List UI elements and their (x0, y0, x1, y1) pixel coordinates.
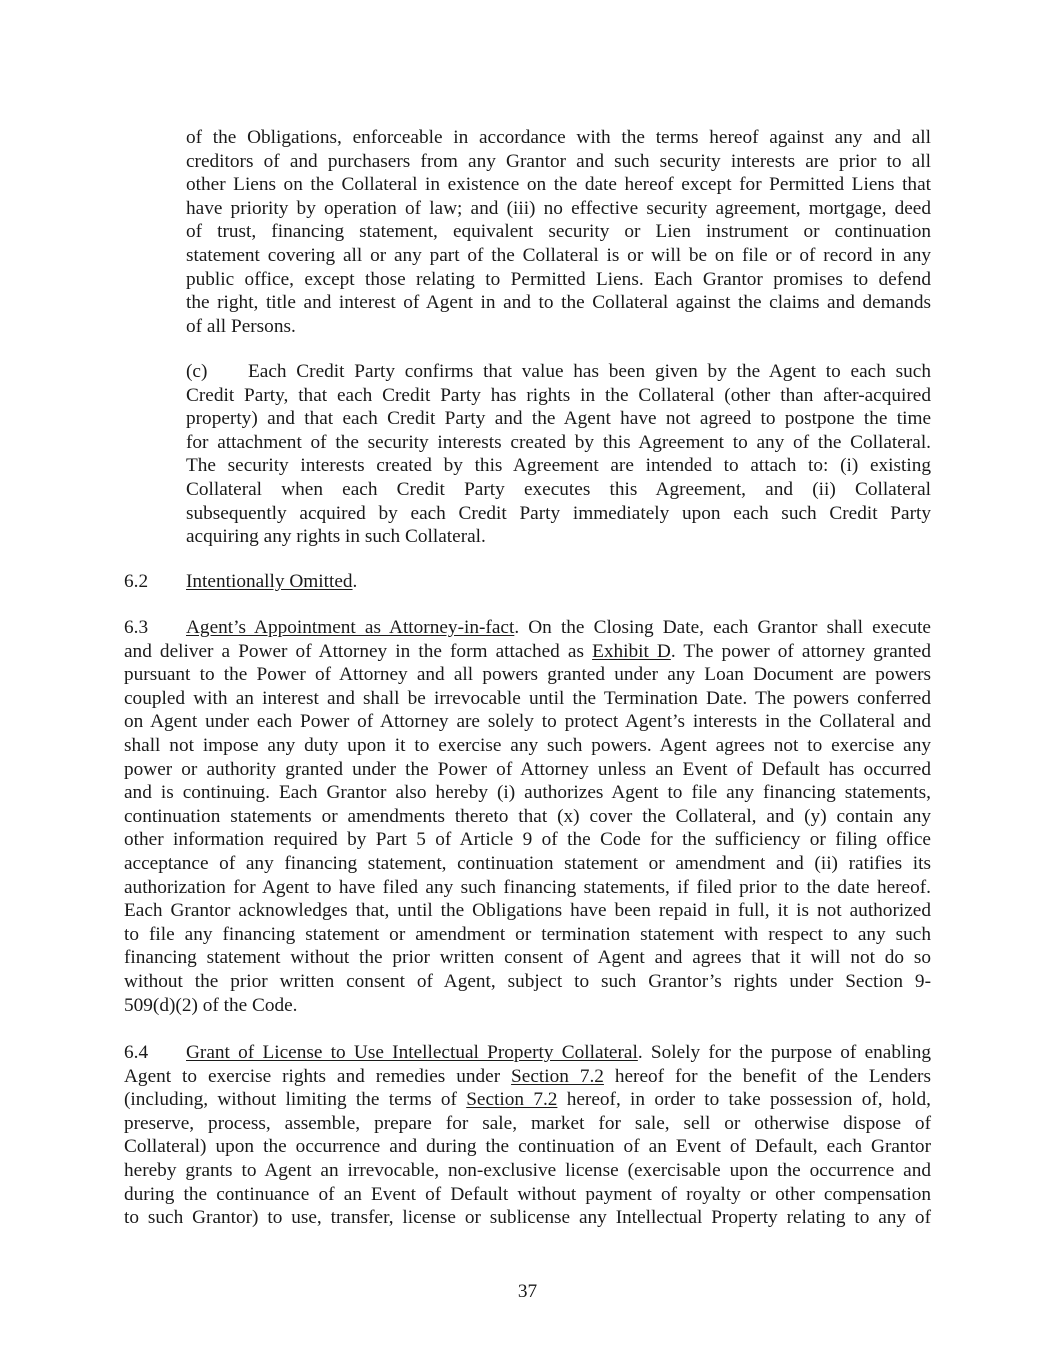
section-6-3 (124, 616, 931, 1017)
text-line: other Liens on the Collateral in existence on the date hereof except for Permitted Liens that (186, 174, 931, 196)
text-line: creditors of and purchasers from any Grantor and such security interests are prior to all (186, 150, 931, 172)
text-line: of trust, financing statement, equivalent security or Lien instrument or continuation (186, 221, 931, 243)
text-span: hereof for the benefit of the Lenders (603, 1065, 931, 1087)
section-heading: Intentionally Omitted (186, 571, 353, 592)
text-line: on Agent under each Power of Attorney are solely to protect Agent’s interests in the Collateral and (124, 711, 931, 733)
text-line: authorization for Agent to have filed any such financing statements, if filed prior to the date hereof. (124, 876, 931, 898)
text-line: hereby grants to Agent an irrevocable, non-exclusive license (exercisable upon the occurrence and (124, 1159, 931, 1181)
text-line: acceptance of any financing statement, continuation statement or amendment and (ii) ratifies its (124, 852, 931, 874)
text-line: Credit Party, that each Credit Party has rights in the Collateral (other than after-acquired (186, 384, 931, 406)
section-number: 6.2 (124, 571, 149, 592)
section-number: 6.4 (124, 1042, 149, 1063)
text-line: 509(d)(2) of the Code. (124, 994, 298, 1016)
text-span: . The power of attorney granted (670, 640, 931, 662)
text-span: Agent to exercise rights and remedies under (124, 1065, 512, 1087)
exhibit-d-reference: Exhibit D (592, 640, 671, 662)
text-span: . (352, 571, 358, 592)
text-line: statement covering all or any part of the Collateral is or will be on file or of record in any (186, 244, 931, 266)
text-line: other information required by Part 5 of Article 9 of the Code for the sufficiency or filing office (124, 829, 931, 851)
text-line: coupled with an interest and shall be irrevocable until the Termination Date. The powers conferred (124, 687, 931, 709)
paragraph-clause-c (186, 360, 931, 549)
text-line: continuation statements or amendments thereto that (x) cover the Collateral, and (y) contain any (124, 805, 931, 827)
text-line: the right, title and interest of Agent in and to the Collateral against the claims and demands (186, 292, 931, 314)
text-line: subsequently acquired by each Credit Party immediately upon each such Credit Party (186, 502, 931, 524)
text-line: Collateral when each Credit Party executes this Agreement, and (ii) Collateral (186, 478, 931, 500)
text-line: financing statement without the prior written consent of Agent and agrees that it will not do so (124, 947, 931, 969)
text-line: acquiring any rights in such Collateral. (186, 526, 486, 548)
text-line: of all Persons. (186, 315, 296, 337)
section-number: 6.3 (124, 617, 149, 638)
text-line (186, 360, 931, 384)
section-6-2 (124, 570, 931, 594)
text-span: and deliver a Power of Attorney in the form attached as (124, 640, 593, 662)
text-line: shall not impose any duty upon it to exercise any such powers. Agent agrees not to exercise any (124, 734, 931, 756)
text-line: and is continuing. Each Grantor also hereby (i) authorizes Agent to file any financing statements, (124, 782, 931, 804)
text-span: hereof, in order to take possession of, hold, (557, 1089, 931, 1111)
text-line (124, 1088, 931, 1112)
text-line: to file any financing statement or amendment or termination statement with respect to any such (124, 923, 931, 945)
section-7-2-reference: Section 7.2 (511, 1065, 604, 1087)
section-7-2-reference: Section 7.2 (466, 1089, 558, 1111)
text-line (124, 1041, 931, 1065)
text-line: for attachment of the security interests created by this Agreement to any of the Collateral. (186, 431, 931, 453)
text-line: during the continuance of an Event of Default without payment of royalty or other compensation (124, 1183, 931, 1205)
text-line: Each Grantor acknowledges that, until the Obligations have been repaid in full, it is not authorized (124, 900, 931, 922)
text-line (124, 640, 931, 664)
page-number: 37 (517, 1281, 538, 1302)
text-line: pursuant to the Power of Attorney and all powers granted under any Loan Document are powers (124, 664, 931, 686)
text-line (124, 616, 931, 640)
text-line: public office, except those relating to Permitted Liens. Each Grantor promises to defend (186, 268, 931, 290)
text-line: power or authority granted under the Power of Attorney unless an Event of Default has occurred (124, 758, 931, 780)
section-heading: Agent’s Appointment as Attorney-in-fact (186, 617, 515, 638)
text-span: . Solely for the purpose of enabling (637, 1042, 931, 1063)
section-heading: Grant of License to Use Intellectual Property Collateral (186, 1042, 638, 1063)
text-line: to such Grantor) to use, transfer, license or sublicense any Intellectual Property relating to any of (124, 1207, 931, 1229)
text-line: have priority by operation of law; and (iii) no effective security agreement, mortgage, deed (186, 197, 931, 219)
clause-label: (c) (186, 361, 208, 382)
text-line: Collateral) upon the occurrence and during the continuation of an Event of Default, each Grantor (124, 1136, 931, 1158)
text-span: Each Credit Party confirms that value has been given by the Agent to each such (248, 361, 931, 382)
text-line: preserve, process, assemble, prepare for sale, market for sale, sell or otherwise dispose of (124, 1112, 931, 1134)
paragraph-continuation (186, 126, 931, 338)
section-6-4 (124, 1041, 931, 1230)
text-span: (including, without limiting the terms of (124, 1089, 467, 1111)
text-line: property) and that each Credit Party and the Agent have not agreed to postpone the time (186, 408, 931, 430)
text-span: . On the Closing Date, each Grantor shall execute (514, 617, 931, 638)
text-line: The security interests created by this Agreement are intended to attach to: (i) existing (186, 455, 931, 477)
text-line: without the prior written consent of Agent, subject to such Grantor’s rights under Section 9- (124, 970, 931, 992)
text-line (124, 1065, 931, 1089)
text-line: of the Obligations, enforceable in accordance with the terms hereof against any and all (186, 127, 931, 148)
text-line (124, 570, 931, 594)
